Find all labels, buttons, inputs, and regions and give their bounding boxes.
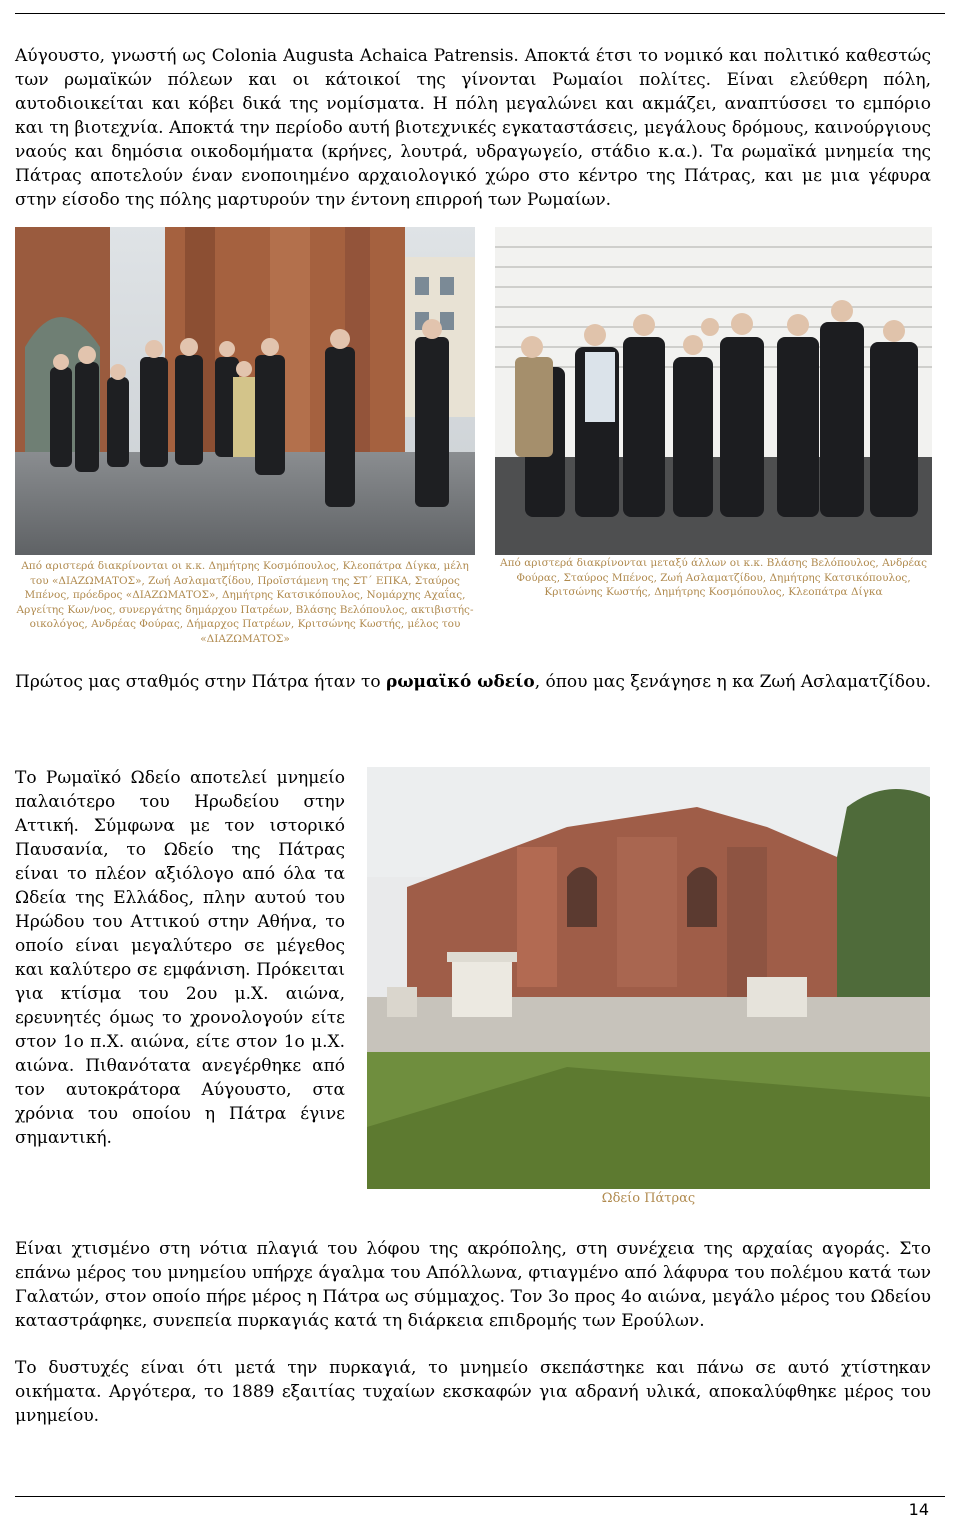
photo-caption-right: Από αριστερά διακρίνονται μεταξύ άλλων οι κ.κ. Βλάσης Βελόπουλος, Ανδρέας Φούρας, Σταύρος Μπένος, Ζωή Ασλαματζίδου, Δημήτρης Κατσικόπουλος, Κριτσώνης Κωστής, Δημήτρης Κοσμόπουλος, Κλεοπάτρα Δίγκα xyxy=(500,557,927,598)
intro-paragraph: Αύγουστο, γνωστή ως Colonia Augusta Achaica Patrensis. Αποκτά έτσι το νομικό και πολιτικό καθεστώς των ρωμαϊκών πόλεων και οι κάτοικοί της γίνονται Ρωμαίοι πολίτες. Είναι ελεύθερη πόλη, αυτοδιοικείται και κόβει δικά της νομίσματα. Η πόλη μεγαλώνει και ακμάζει, αναπτύσσει το εμπόριο και τη βιοτεχνία. Αποκτά την περίοδο αυτή βιοτεχνικές εγκαταστάσεις, μεγάλους δρόμους, καινούργιους ναούς και δημόσια οικοδομήματα (κρήνες, λουτρά, υδραγωγείο, στάδιο κ.α.). Τα ρωμαϊκά μνημεία της Πάτρας αποτελούν έναν ενοποιημένο αρχαιολογικό χώρο στο κέντρο της Πάτρας, και με μια γέφυρα στην είσοδο της πόλης μαρτυρούν την έντονη επιρροή των Ρωμαίων. xyxy=(15,46,931,210)
header-rule xyxy=(15,13,945,14)
odeon-history-paragraph: Το Ρωμαϊκό Ωδείο αποτελεί μνημείο παλαιότερο του Ηρωδείου στην Αττική. Σύμφωνα με τον ιστορικό Παυσανία, το Ωδείο της Πάτρας είναι το πλέον αξιόλογο από όλα τα Ωδεία της Ελλάδος, πλην αυτού του Ηρώδου του Αττικού στην Αθήνα, το οποίο είναι μεγαλύτερο σε μέγεθος και καλύτερο σε εμφάνιση. Πρόκειται για κτίσμα του 2ου μ.Χ. αιώνα, ερευνητές όμως το χρονολογούν είτε στον 1ο π.Χ. αιώνα, είτε στον 1ο μ.Χ. αιώνα. Πιθανότατα ανεγέρθηκε από τον αυτοκράτορα Αύγουστο, στα χρόνια του οποίου η Πάτρα έγινε σημαντική. xyxy=(15,768,345,1148)
photo-odeon-patras xyxy=(367,767,930,1189)
odeon-location-paragraph: Είναι χτισμένο στη νότια πλαγιά του λόφου της ακρόπολης, στη συνέχεια της αρχαίας αγοράς. Στο επάνω μέρος του μνημείου υπήρχε άγαλμα του Απόλλωνα, φτιαγμένο από λάφυρα του πολέμου κατά των Γαλατών, στον οποίο πήρε μέρος η Πάτρα ως σύμμαχος. Τον 3ο προς 4ο αιώνα, μεγάλο μέρος του Ωδείου καταστράφηκε, συνεπεία πυρκαγιάς κατά τη διάρκεια επιδρομής των Ερούλων. xyxy=(15,1239,931,1331)
photo-group-at-walls-image xyxy=(15,227,475,555)
first-stop-text-end: , όπου μας ξενάγησε η κα Ζωή Ασλαματζίδου. xyxy=(534,672,931,692)
photo-group-at-walls xyxy=(15,227,475,555)
odeon-photo-caption: Ωδείο Πάτρας xyxy=(601,1191,696,1206)
page-number: 14 xyxy=(908,1500,929,1519)
photo-group-at-odeon-image xyxy=(495,227,932,555)
photo-caption-left: Από αριστερά διακρίνονται οι κ.κ. Δημήτρης Κοσμόπουλος, Κλεοπάτρα Δίγκα, μέλη του «ΔΙΑΖΩΜΑΤΟΣ», Ζωή Ασλαματζίδου, Προϊστάμενη της ΣΤ΄ ΕΠΚΑ, Σταύρος Μπένος, πρόεδρος «ΔΙΑΖΩΜΑΤΟΣ», Δημήτρης Κατσικόπουλος, Νομάρχης Αχαΐας, Αργείτης Κων/νος, συνεργάτης δημάρχου Πατρέων, Βλάσης Βελόπουλος, ακτιβιστής- οικολόγος, Ανδρέας Φούρας, Δήμαρχος Πατρέων, Κριτσώνης Κωστής, μέλος του «ΔΙΑΖΩΜΑΤΟΣ» xyxy=(16,560,474,645)
roman-odeon-bold: ρωμαϊκό ωδείο xyxy=(386,672,535,692)
photo-odeon-patras-image xyxy=(367,767,930,1189)
photo-group-at-odeon xyxy=(495,227,932,555)
first-stop-text-start: Πρώτος μας σταθμός στην Πάτρα ήταν το xyxy=(15,672,387,692)
footer-rule xyxy=(15,1496,945,1497)
first-stop-paragraph xyxy=(15,670,931,694)
odeon-fate-paragraph: Το δυστυχές είναι ότι μετά την πυρκαγιά, το μνημείο σκεπάστηκε και πάνω σε αυτό χτίστηκαν οικήματα. Αργότερα, το 1889 εξαιτίας τυχαίων εκσκαφών για αδρανή υλικά, αποκαλύφθηκε μέρος του μνημείου. xyxy=(15,1358,931,1426)
